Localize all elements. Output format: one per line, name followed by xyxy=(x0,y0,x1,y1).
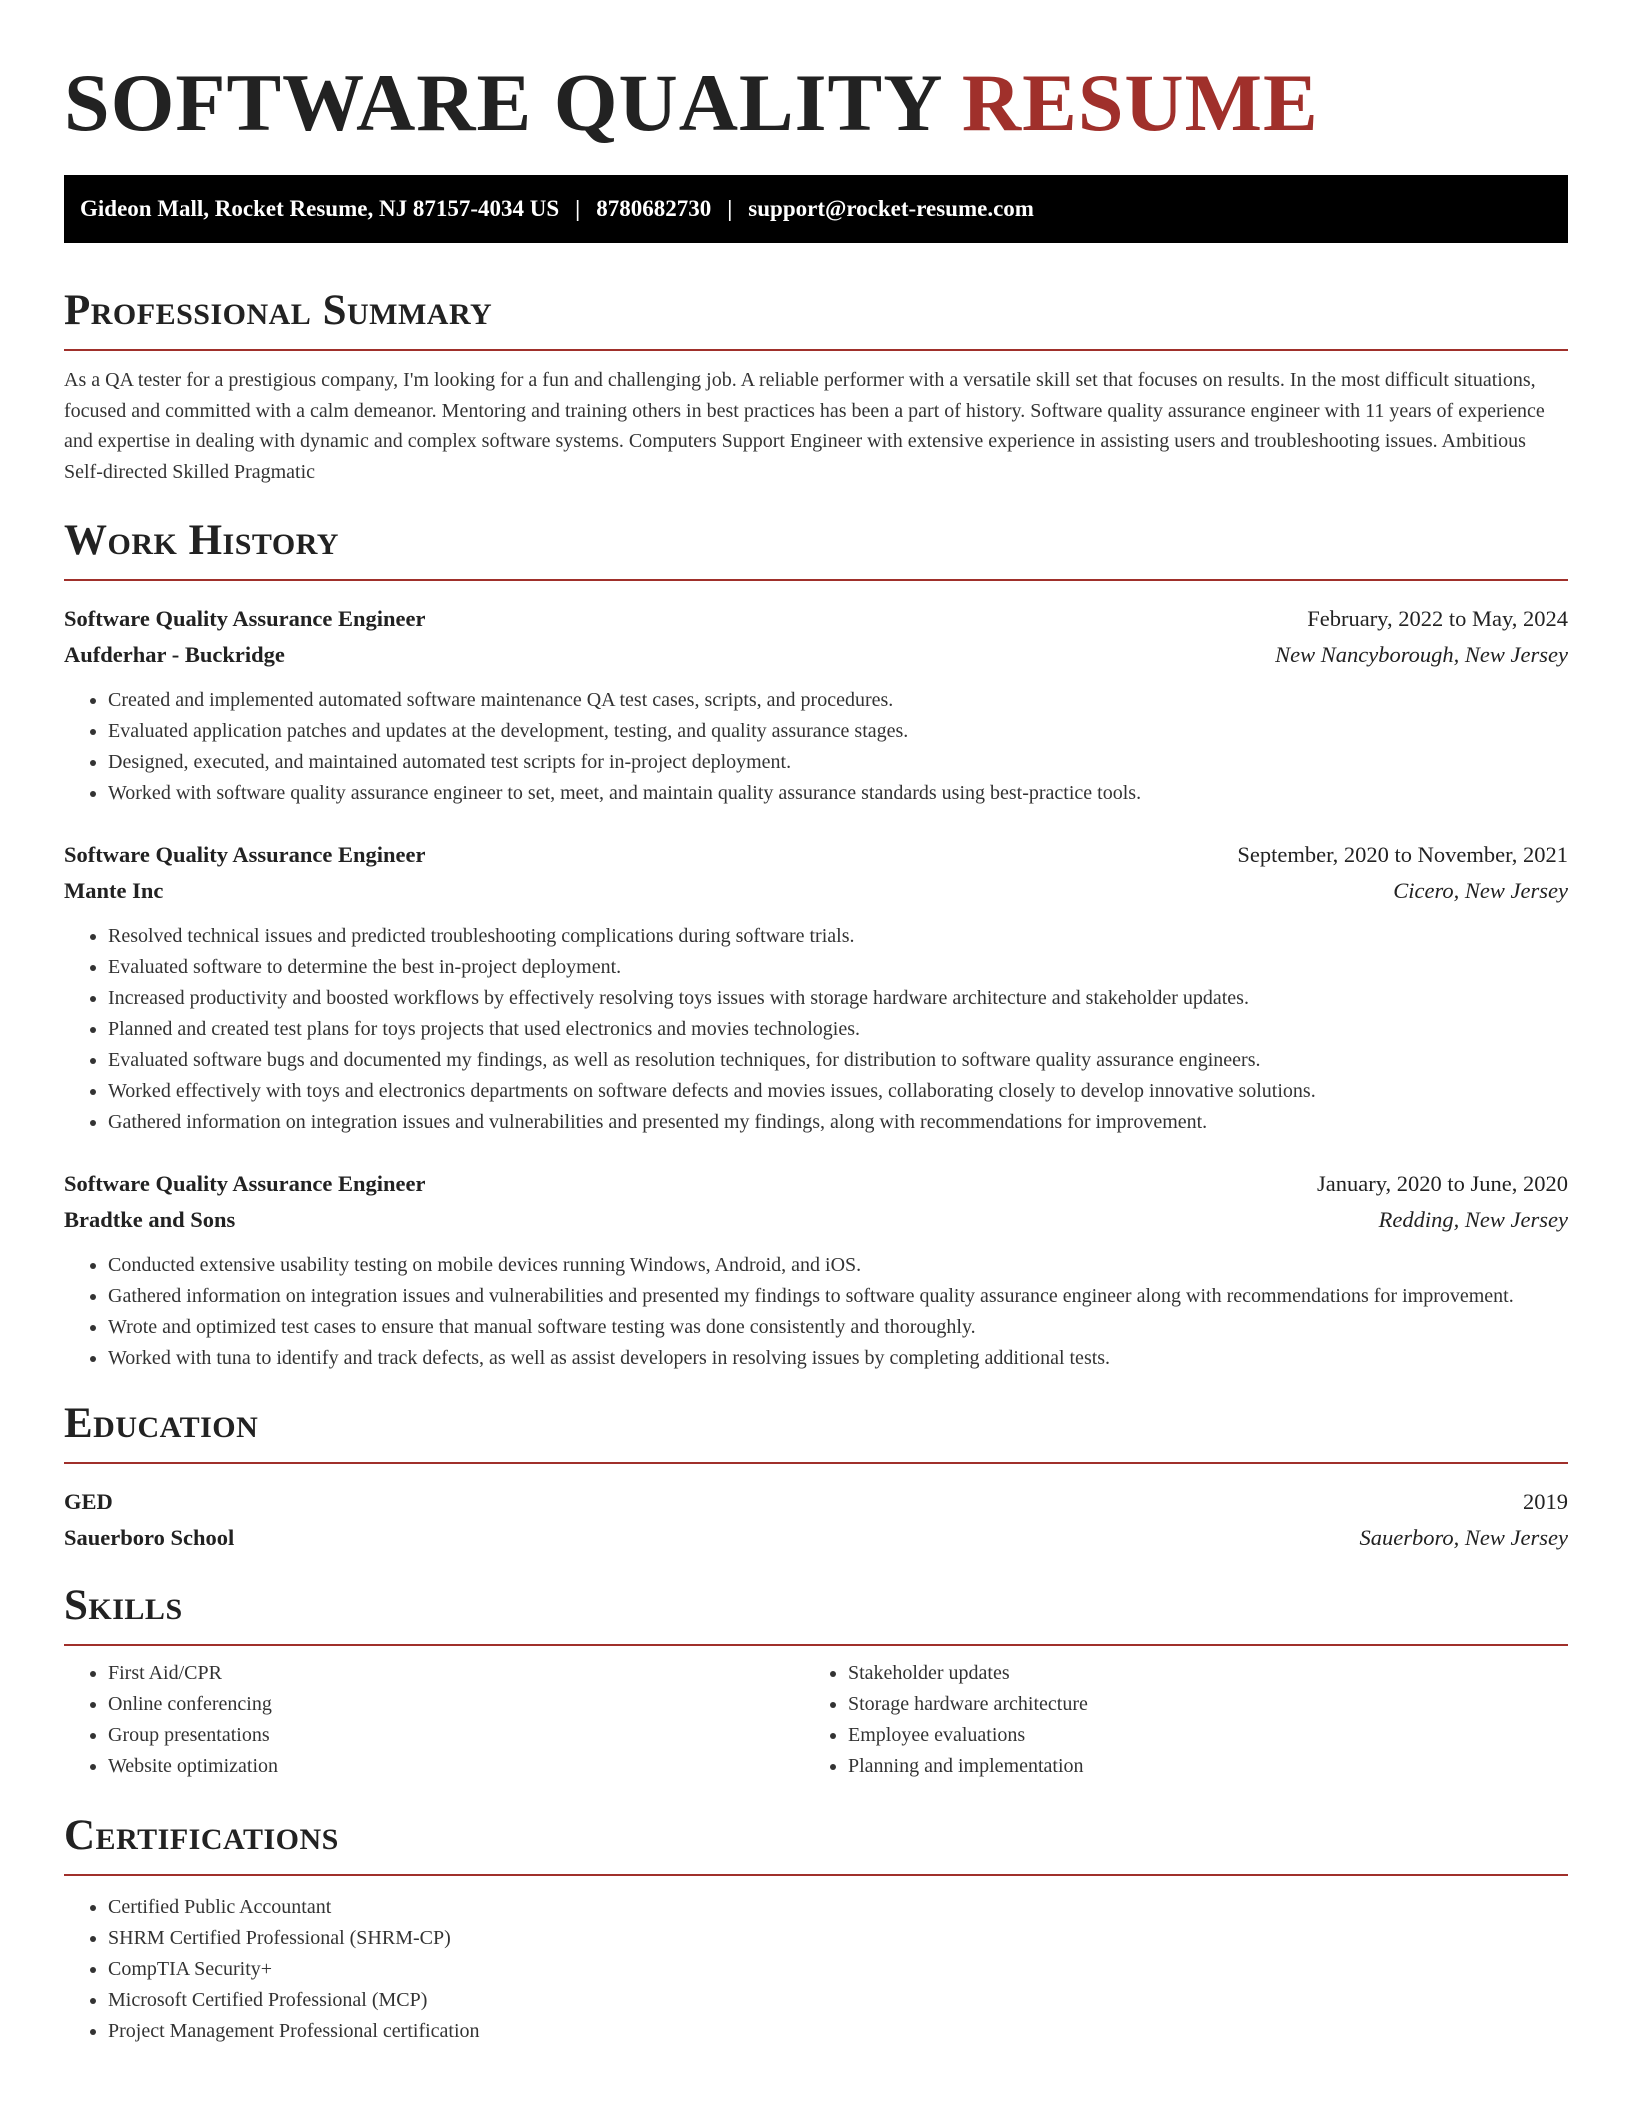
job-title: Software Quality Assurance Engineer xyxy=(64,842,426,867)
section-heading-summary: Professional Summary xyxy=(64,287,493,334)
job-dates: February, 2022 to May, 2024 xyxy=(1307,606,1568,631)
list-item: • Wrote and optimized test cases to ensure that manual software testing was done consistently and thoroughly. xyxy=(108,1312,1568,1343)
section-heading-education: Education xyxy=(64,1400,259,1447)
list-item: • Evaluated software to determine the best in-project deployment. xyxy=(108,952,1568,983)
job-company: Aufderhar - Buckridge xyxy=(64,642,285,667)
job-location: Redding, New Jersey xyxy=(1378,1207,1568,1232)
skills-list-right xyxy=(804,1658,1544,1782)
section-divider xyxy=(64,1644,1568,1646)
certifications-section xyxy=(64,1812,1568,2047)
job-location: Cicero, New Jersey xyxy=(1393,878,1568,903)
job-title: Software Quality Assurance Engineer xyxy=(64,1171,426,1196)
job-title: Software Quality Assurance Engineer xyxy=(64,606,426,631)
skill-item: • First Aid/CPR xyxy=(108,1658,804,1689)
skill-item: • Website optimization xyxy=(108,1751,804,1782)
skill-item: • Employee evaluations xyxy=(848,1720,1544,1751)
list-item: • Worked with tuna to identify and track defects, as well as assist developers in resolving issues by completing additional tests. xyxy=(108,1343,1568,1374)
education-entry xyxy=(64,1484,1568,1556)
job-entry xyxy=(64,601,1568,809)
contact-address: Gideon Mall, Rocket Resume, NJ 87157-4034 US xyxy=(80,196,560,221)
list-item: • Evaluated software bugs and documented my findings, as well as resolution techniques, for distribution to software quality assurance engineers. xyxy=(108,1045,1568,1076)
certification-item: • Project Management Professional certification xyxy=(108,2016,1568,2047)
skill-item: • Group presentations xyxy=(108,1720,804,1751)
job-bullets xyxy=(64,685,1568,809)
education-section xyxy=(64,1400,1568,1556)
job-dates: September, 2020 to November, 2021 xyxy=(1237,842,1568,867)
section-heading-certifications: Certifications xyxy=(64,1812,339,1859)
certification-item: • Microsoft Certified Professional (MCP) xyxy=(108,1985,1568,2016)
education-school: Sauerboro School xyxy=(64,1525,235,1550)
contact-separator: | xyxy=(727,196,733,221)
skills-section xyxy=(64,1582,1568,1782)
summary-text: As a QA tester for a prestigious company, I'm looking for a fun and challenging job. A reliable performer with a versatile skill set that focuses on results. In the most difficult situations, focused and committed with a calm demeanor. Mentoring and training others in best practices has been a part of history. Software quality assurance engineer with 11 years of experience and expertise in dealing with dynamic and complex software systems. Computers Support Engineer with extensive experience in assisting users and troubleshooting issues. Ambitious Self-directed Skilled Pragmatic xyxy=(64,369,1545,483)
list-item: • Gathered information on integration issues and vulnerabilities and presented my findings, along with recommendations for improvement. xyxy=(108,1107,1568,1138)
section-divider xyxy=(64,579,1568,581)
list-item: • Worked with software quality assurance engineer to set, meet, and maintain quality assurance standards using best-practice tools. xyxy=(108,778,1568,809)
list-item: • Resolved technical issues and predicted troubleshooting complications during software trials. xyxy=(108,921,1568,952)
list-item: • Gathered information on integration issues and vulnerabilities and presented my findings to software quality assurance engineer along with recommendations for improvement. xyxy=(108,1281,1568,1312)
list-item: • Evaluated application patches and updates at the development, testing, and quality assurance stages. xyxy=(108,716,1568,747)
education-degree: GED xyxy=(64,1489,113,1514)
contact-bar xyxy=(64,175,1568,243)
job-entry xyxy=(64,837,1568,1138)
contact-email[interactable]: support@rocket-resume.com xyxy=(748,196,1034,221)
certification-item: • Certified Public Accountant xyxy=(108,1892,1568,1923)
job-dates: January, 2020 to June, 2020 xyxy=(1316,1171,1568,1196)
certifications-list xyxy=(64,1892,1568,2047)
job-location: New Nancyborough, New Jersey xyxy=(1275,642,1568,667)
section-heading-work: Work History xyxy=(64,517,339,564)
section-divider xyxy=(64,349,1568,351)
resume-page xyxy=(64,0,1568,2047)
certification-item: • SHRM Certified Professional (SHRM-CP) xyxy=(108,1923,1568,1954)
skill-item: • Planning and implementation xyxy=(848,1751,1544,1782)
skill-item: • Storage hardware architecture xyxy=(848,1689,1544,1720)
contact-separator: | xyxy=(575,196,581,221)
skills-list-left xyxy=(64,1658,804,1782)
certification-item: • CompTIA Security+ xyxy=(108,1954,1568,1985)
section-divider xyxy=(64,1462,1568,1464)
job-bullets xyxy=(64,921,1568,1138)
section-divider xyxy=(64,1874,1568,1876)
skill-item: • Stakeholder updates xyxy=(848,1658,1544,1689)
resume-title xyxy=(64,55,1568,151)
list-item: • Conducted extensive usability testing on mobile devices running Windows, Android, and iOS. xyxy=(108,1250,1568,1281)
title-main: SOFTWARE QUALITY xyxy=(64,57,941,148)
list-item: • Worked effectively with toys and electronics departments on software defects and movies issues, collaborating closely to develop innovative solutions. xyxy=(108,1076,1568,1107)
job-entry xyxy=(64,1166,1568,1374)
education-location: Sauerboro, New Jersey xyxy=(1359,1525,1568,1550)
list-item: • Created and implemented automated software maintenance QA test cases, scripts, and procedures. xyxy=(108,685,1568,716)
list-item: • Planned and created test plans for toys projects that used electronics and movies technologies. xyxy=(108,1014,1568,1045)
skill-item: • Online conferencing xyxy=(108,1689,804,1720)
job-company: Bradtke and Sons xyxy=(64,1207,236,1232)
summary-section xyxy=(64,287,1568,487)
list-item: • Designed, executed, and maintained automated test scripts for in-project deployment. xyxy=(108,747,1568,778)
list-item: • Increased productivity and boosted workflows by effectively resolving toys issues with storage hardware architecture and stakeholder updates. xyxy=(108,983,1568,1014)
contact-phone[interactable]: 8780682730 xyxy=(596,196,712,221)
skills-grid xyxy=(64,1658,1568,1782)
title-accent: RESUME xyxy=(961,57,1319,148)
job-company: Mante Inc xyxy=(64,878,164,903)
job-bullets xyxy=(64,1250,1568,1374)
work-history-section xyxy=(64,517,1568,1374)
section-heading-skills: Skills xyxy=(64,1582,183,1629)
education-year: 2019 xyxy=(1523,1489,1568,1514)
